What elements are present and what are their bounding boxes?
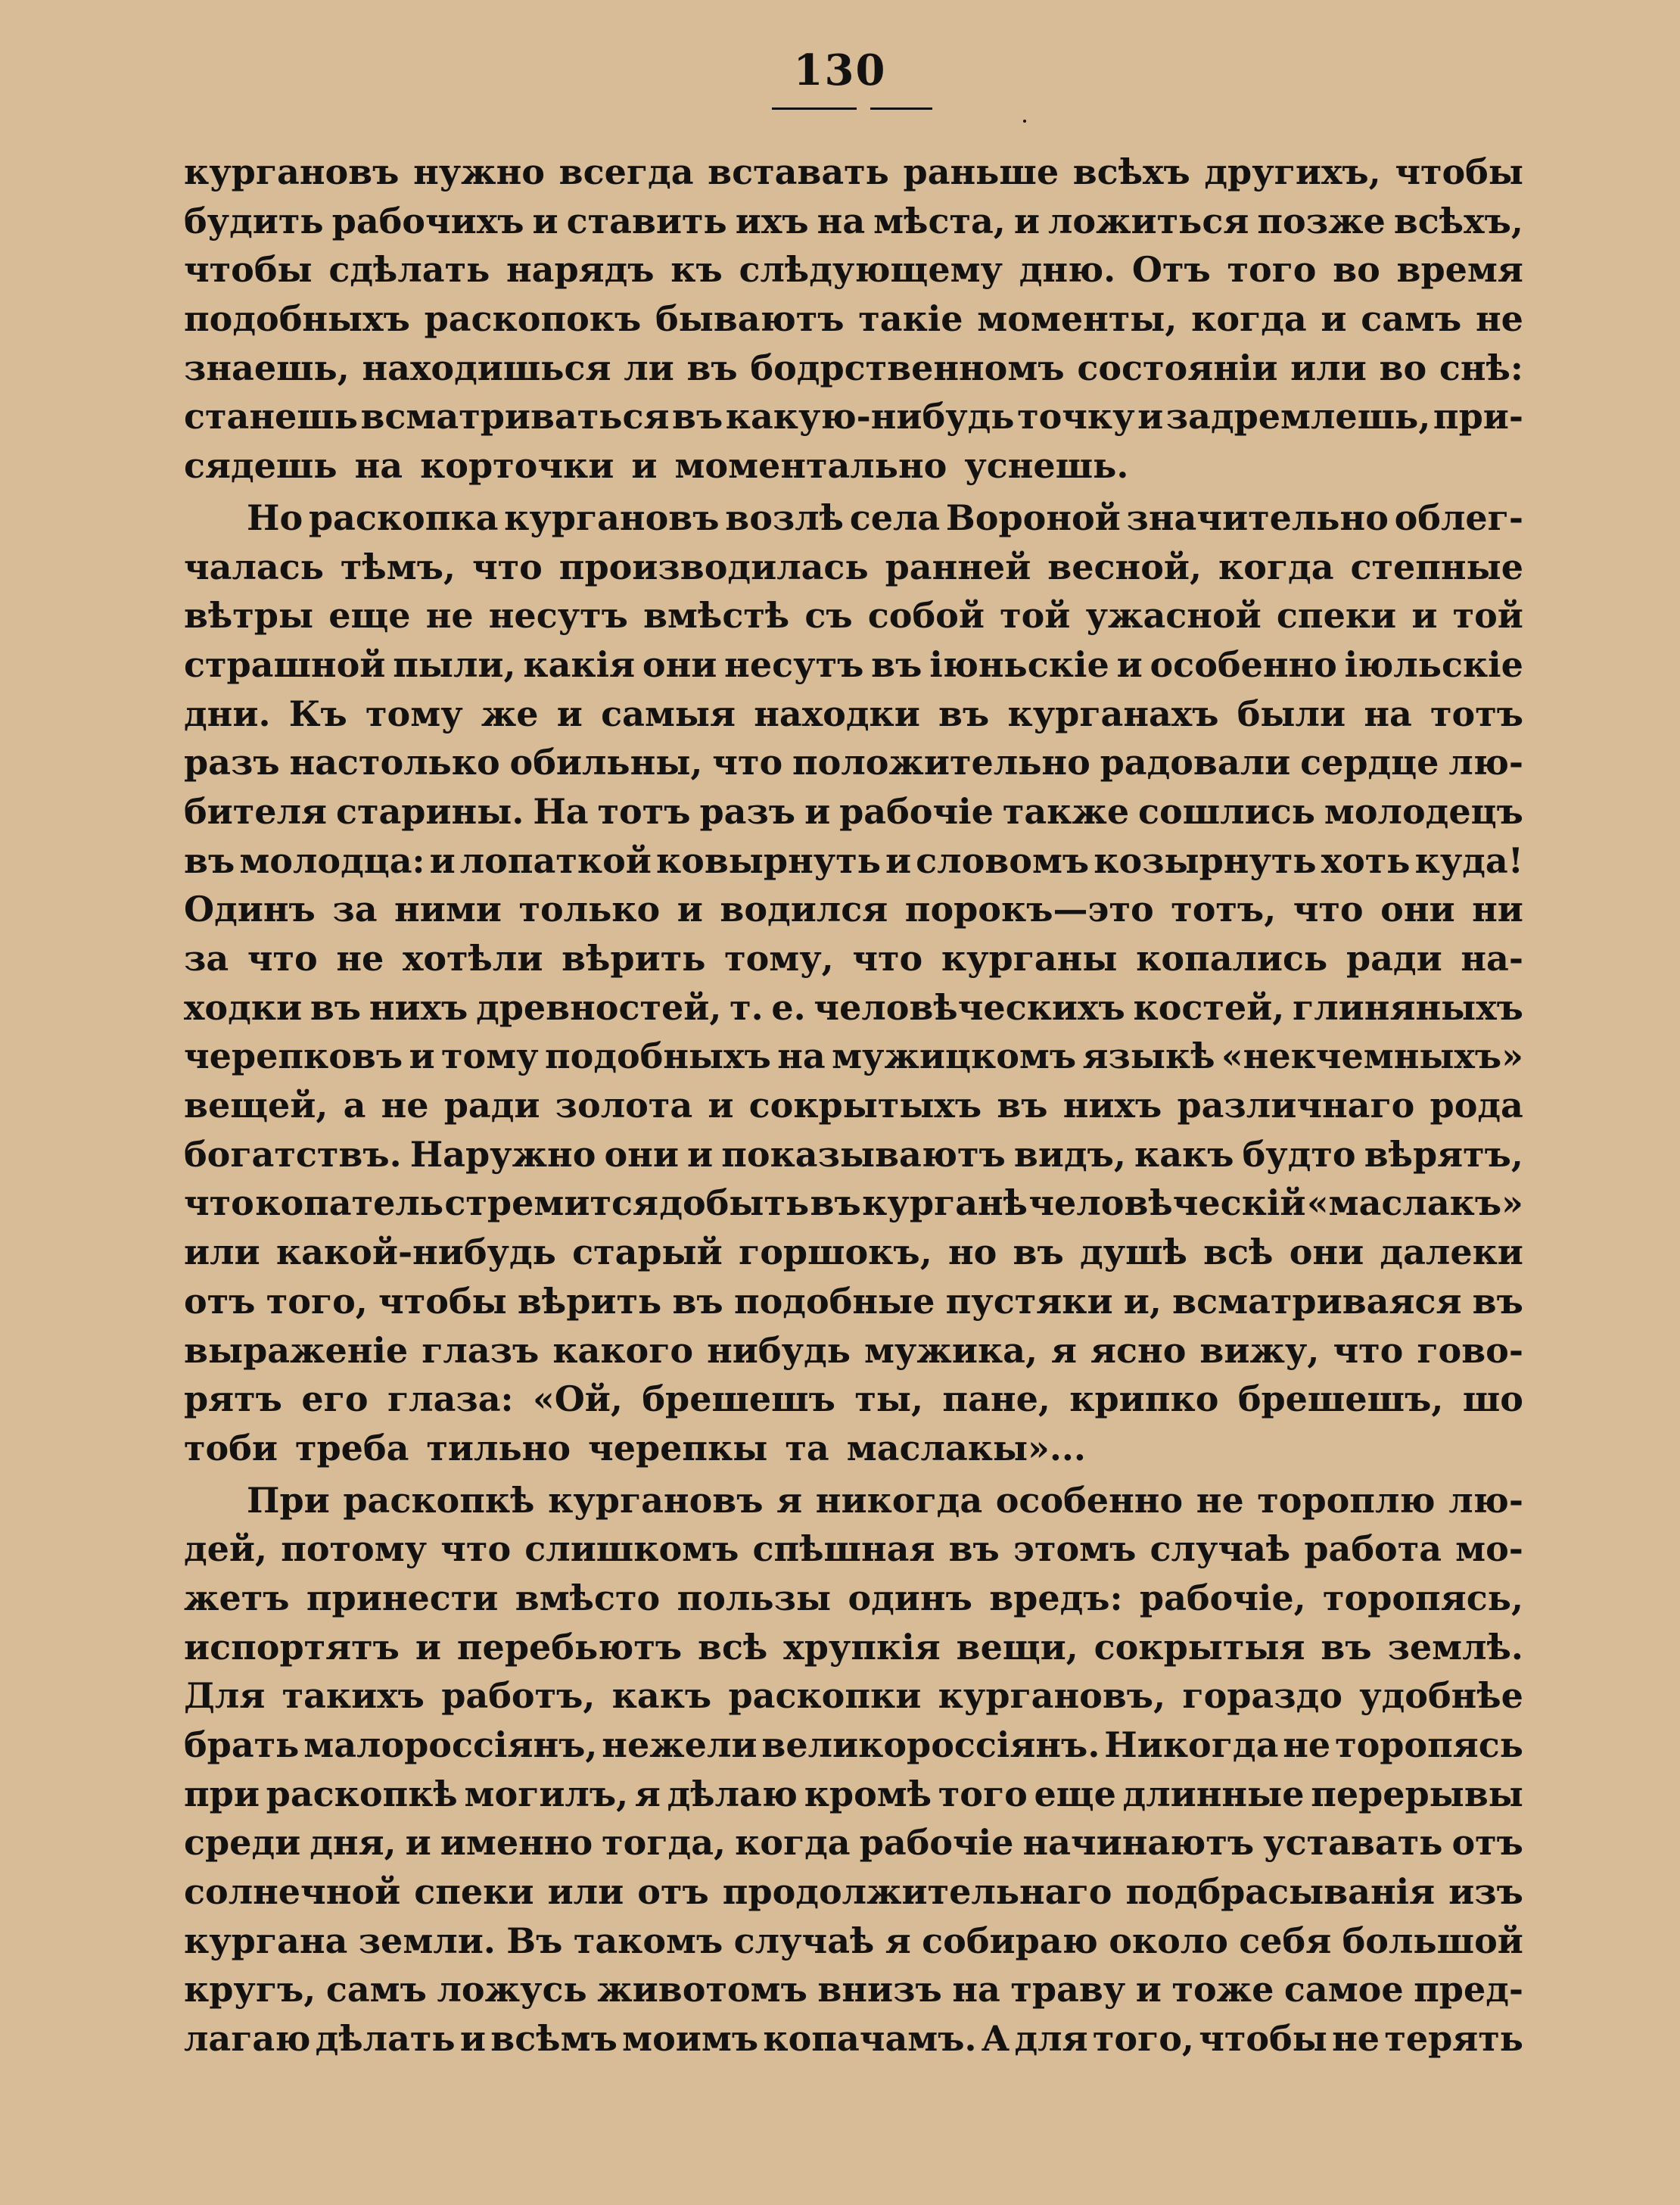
text-line: тоби треба тильно черепкы та маслакы»... <box>184 1427 1086 1468</box>
text-line: за что не хотѣли вѣрить тому, что курганы копались ради на- <box>184 938 1523 979</box>
header-rule-right <box>870 107 932 110</box>
text-line: рятъ его глаза: «Ой, брешешъ ты, пане, крипко брешешъ, шо <box>184 1378 1523 1420</box>
text-line: страшной пыли, какія они несутъ въ iюньскiе и особенно iюльскiе <box>184 643 1523 685</box>
text-line: бителя старины. На тотъ разъ и рабочiе также сошлись молодецъ <box>184 790 1523 832</box>
text-line: сядешь на корточки и моментально уснешь. <box>184 445 1129 487</box>
header-rule-left <box>772 107 857 110</box>
text-line: знаешь, находишься ли въ бодрственномъ состоянiи или во снѣ: <box>184 347 1523 388</box>
text-line: дей, потому что слишкомъ спѣшная въ этомъ случаѣ работа мо- <box>184 1528 1523 1570</box>
paragraph <box>184 1476 1523 2063</box>
text-line: богатствъ. Наружно они и показываютъ видъ, какъ будто вѣрятъ, <box>184 1133 1523 1175</box>
text-line: лагаю дѣлать и всѣмъ моимъ копачамъ. А для того, чтобы не терять <box>184 2018 1523 2060</box>
paragraph <box>184 148 1523 491</box>
text-line: вещей, а не ради золота и сокрытыхъ въ нихъ различнаго рода <box>184 1085 1523 1126</box>
text-line: Одинъ за ними только и водился порокъ—это тотъ, что они ни <box>184 889 1523 930</box>
text-line: жетъ принести вмѣсто пользы одинъ вредъ: рабочiе, торопясь, <box>184 1577 1523 1618</box>
text-line: будить рабочихъ и ставить ихъ на мѣста, и ложиться позже всѣхъ, <box>184 200 1523 241</box>
text-line: кургана земли. Въ такомъ случаѣ я собираю около себя большой <box>184 1920 1523 1961</box>
text-line: или какой-нибудь старый горшокъ, но въ душѣ всѣ они далеки <box>184 1232 1523 1273</box>
text-line: выраженiе глазъ какого нибудь мужика, я ясно вижу, что гово- <box>184 1329 1523 1371</box>
text-line: среди дня, и именно тогда, когда рабочiе начинаютъ уставать отъ <box>184 1822 1523 1864</box>
text-line: станешь всматриваться въ какую-нибудь точку и задремлешь, при- <box>184 396 1523 438</box>
text-line: Для такихъ работъ, какъ раскопки кургановъ, гораздо удобнѣе <box>184 1675 1523 1717</box>
text-line: что копатель стремится добыть въ курганѣ человѣческiй «маслакъ» <box>184 1182 1523 1224</box>
text-line: дни. Къ тому же и самыя находки въ курганахъ были на тотъ <box>184 693 1523 734</box>
body-text <box>184 148 1523 2063</box>
text-line: солнечной спеки или отъ продолжительнаго подбрасыванiя изъ <box>184 1871 1523 1913</box>
print-speck <box>1023 120 1026 123</box>
text-line: Но раскопка кургановъ возлѣ села Вороной значительно облег- <box>247 497 1523 538</box>
text-line: въ молодца: и лопаткой ковырнуть и словомъ козырнуть хоть куда! <box>184 839 1523 881</box>
text-line: разъ настолько обильны, что положительно радовали сердце лю- <box>184 742 1523 783</box>
text-line: чалась тѣмъ, что производилась ранней весной, когда степные <box>184 546 1523 587</box>
text-line: кургановъ нужно всегда вставать раньше всѣхъ другихъ, чтобы <box>184 151 1523 192</box>
text-line: отъ того, чтобы вѣрить въ подобные пустяки и, всматриваяся въ <box>184 1280 1523 1322</box>
text-line: при раскопкѣ могилъ, я дѣлаю кромѣ того еще длинные перерывы <box>184 1773 1523 1814</box>
text-line: брать малороссiянъ, нежели великороссiянъ. Никогда не торопясь <box>184 1724 1523 1765</box>
text-line: При раскопкѣ кургановъ я никогда особенно не тороплю лю- <box>247 1479 1523 1521</box>
page-number: 130 <box>793 45 887 95</box>
text-line: ходки въ нихъ древностей, т. е. человѣческихъ костей, глиняныхъ <box>184 986 1523 1028</box>
text-line: черепковъ и тому подобныхъ на мужицкомъ языкѣ «некчемныхъ» <box>184 1036 1523 1077</box>
text-line: кругъ, самъ ложусь животомъ внизъ на траву и тоже самое пред- <box>184 1969 1523 2010</box>
text-line: чтобы сдѣлать нарядъ къ слѣдующему дню. Отъ того во время <box>184 249 1523 291</box>
text-line: вѣтры еще не несутъ вмѣстѣ съ собой той ужасной спеки и той <box>184 595 1523 637</box>
text-line: подобныхъ раскопокъ бываютъ такіе моменты, когда и самъ не <box>184 298 1523 340</box>
text-line: испортятъ и перебьютъ всѣ хрупкiя вещи, сокрытыя въ землѣ. <box>184 1626 1523 1668</box>
paragraph <box>184 494 1523 1473</box>
